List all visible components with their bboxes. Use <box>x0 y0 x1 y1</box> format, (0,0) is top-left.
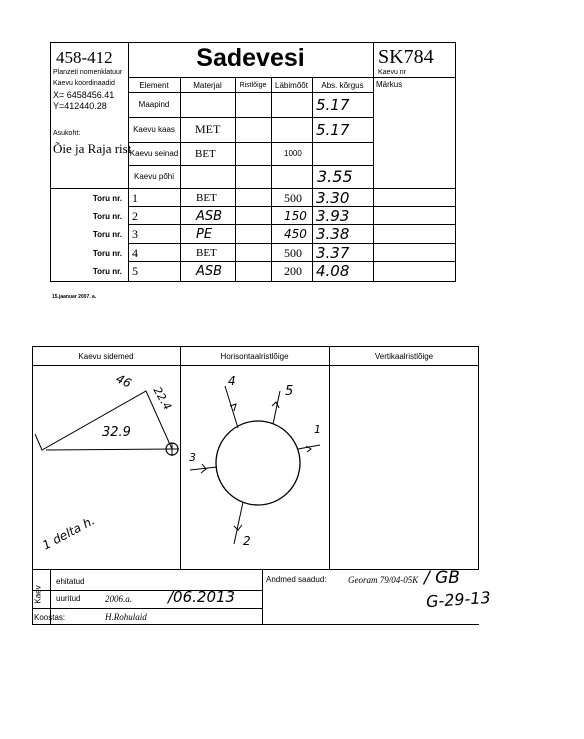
date-note: 15.jaanuar 2007. a. <box>52 294 97 300</box>
divider <box>329 346 330 570</box>
pipe-row-material: BET <box>196 192 217 204</box>
divider <box>32 624 479 625</box>
pipe-row-label: Toru nr. <box>92 229 122 239</box>
table-row-element: Maapind <box>138 100 170 109</box>
pipe-row-height: 3.37 <box>316 244 350 262</box>
pipe-row-label: Toru nr. <box>92 266 122 276</box>
compiled-label: Koostas: <box>34 613 66 622</box>
table-row-material: MET <box>195 122 221 136</box>
surveyed-year: 2006.a. <box>105 594 132 604</box>
well-id: SK784 <box>378 46 434 68</box>
tie-measurement-a: 46 <box>113 371 134 391</box>
data-source-value: Georam 79/04-05K <box>348 575 419 585</box>
map-sheet-code: 458-412 <box>56 48 113 67</box>
table-row-height: 3.55 <box>317 167 353 186</box>
pipe-row-height: 3.38 <box>316 225 350 243</box>
surveyed-label: uuritud <box>56 594 81 603</box>
tie-measurement-c: 32.9 <box>102 425 131 440</box>
divider <box>262 570 263 624</box>
pipe-row-material: ASB <box>196 263 223 279</box>
data-source-label: Andmed saadud: <box>266 575 327 584</box>
pipe-mark-3: 3 <box>189 451 196 464</box>
column-header-abs-height: Abs. kõrgus <box>321 80 364 90</box>
pipe-row-material: ASB <box>196 208 223 224</box>
side-label-well: Kaev <box>33 585 43 604</box>
pipe-row-number: 1 <box>132 190 138 205</box>
section-header-ties: Kaevu sidemed <box>78 351 134 361</box>
table-row-height: 5.17 <box>316 96 350 114</box>
pipe-row-number: 3 <box>132 226 138 241</box>
divider <box>373 77 374 282</box>
pipe-row-label: Toru nr. <box>92 193 122 203</box>
divider <box>128 188 129 282</box>
pipe-mark-1: 1 <box>314 423 321 436</box>
coordinate-y: Y=412440.28 <box>53 101 107 111</box>
pipe-row-diameter: 500 <box>284 245 302 260</box>
column-header-remarks: Märkus <box>376 80 403 89</box>
pipe-row-material: BET <box>196 247 217 259</box>
column-header-diameter: Läbimõõt <box>275 80 308 90</box>
well-id-caption: Kaevu nr <box>378 69 407 76</box>
pipe-mark-4: 4 <box>228 374 236 388</box>
handwritten-note-date: G-29-13 <box>425 587 492 612</box>
column-header-cross-section: Ristlõige <box>239 81 267 89</box>
divider <box>32 608 262 609</box>
table-row-element: Kaevu seinad <box>129 149 179 158</box>
pipe-row-material: PE <box>196 226 213 242</box>
pipe-row-label: Toru nr. <box>92 248 122 258</box>
pipe-row-height: 4.08 <box>316 262 350 280</box>
page-title: Sadevesi <box>196 44 305 72</box>
pipe-row-label: Toru nr. <box>92 211 122 221</box>
column-header-element: Element <box>139 80 169 90</box>
table-row-element: Kaevu kaas <box>133 125 175 134</box>
pipe-row-diameter: 500 <box>284 190 302 205</box>
coordinates-caption: Kaevu koordinaadid <box>53 80 115 87</box>
pipe-row-number: 2 <box>132 208 138 223</box>
handwritten-note-gb: / GB <box>424 568 460 588</box>
surveyed-date-handwritten: /06.2013 <box>168 588 236 606</box>
divider <box>271 77 272 282</box>
coordinate-x: X= 6458456.41 <box>53 90 115 100</box>
horizontal-section-sketch <box>180 366 329 570</box>
pipe-row-height: 3.30 <box>316 189 350 207</box>
divider <box>180 77 181 282</box>
map-sheet-caption: Planzeti nomenklatuur <box>53 69 123 76</box>
table-row-height: 5.17 <box>316 121 350 139</box>
built-label: ehitatud <box>56 577 85 586</box>
table-row-element: Kaevu põhi <box>133 172 175 181</box>
pipe-mark-2: 2 <box>243 534 251 548</box>
pipe-row-diameter: 150 <box>284 209 307 223</box>
divider <box>235 77 236 282</box>
pipe-row-number: 5 <box>132 263 138 278</box>
divider <box>373 42 374 78</box>
section-header-vertical: Vertikaalristlõige <box>374 351 434 361</box>
pipe-row-number: 4 <box>132 245 138 260</box>
pipe-mark-5: 5 <box>285 384 294 399</box>
column-header-material: Materjal <box>193 80 222 90</box>
pipe-row-diameter: 200 <box>284 263 302 278</box>
location-caption: Asukoht: <box>53 130 81 137</box>
tie-measurement-b: 22.4 <box>150 384 175 413</box>
table-row-diameter: 1000 <box>284 149 302 158</box>
pipe-row-diameter: 450 <box>284 227 307 241</box>
pipe-row-height: 3.93 <box>316 207 350 225</box>
location-value: Õie ja Raja rist <box>53 141 132 156</box>
compiled-by: H.Rohulaid <box>105 612 147 622</box>
table-row-material: BET <box>195 147 216 160</box>
section-header-horizontal: Horisontaalristlõige <box>220 351 289 361</box>
tie-note: 1 delta h. <box>40 513 98 553</box>
